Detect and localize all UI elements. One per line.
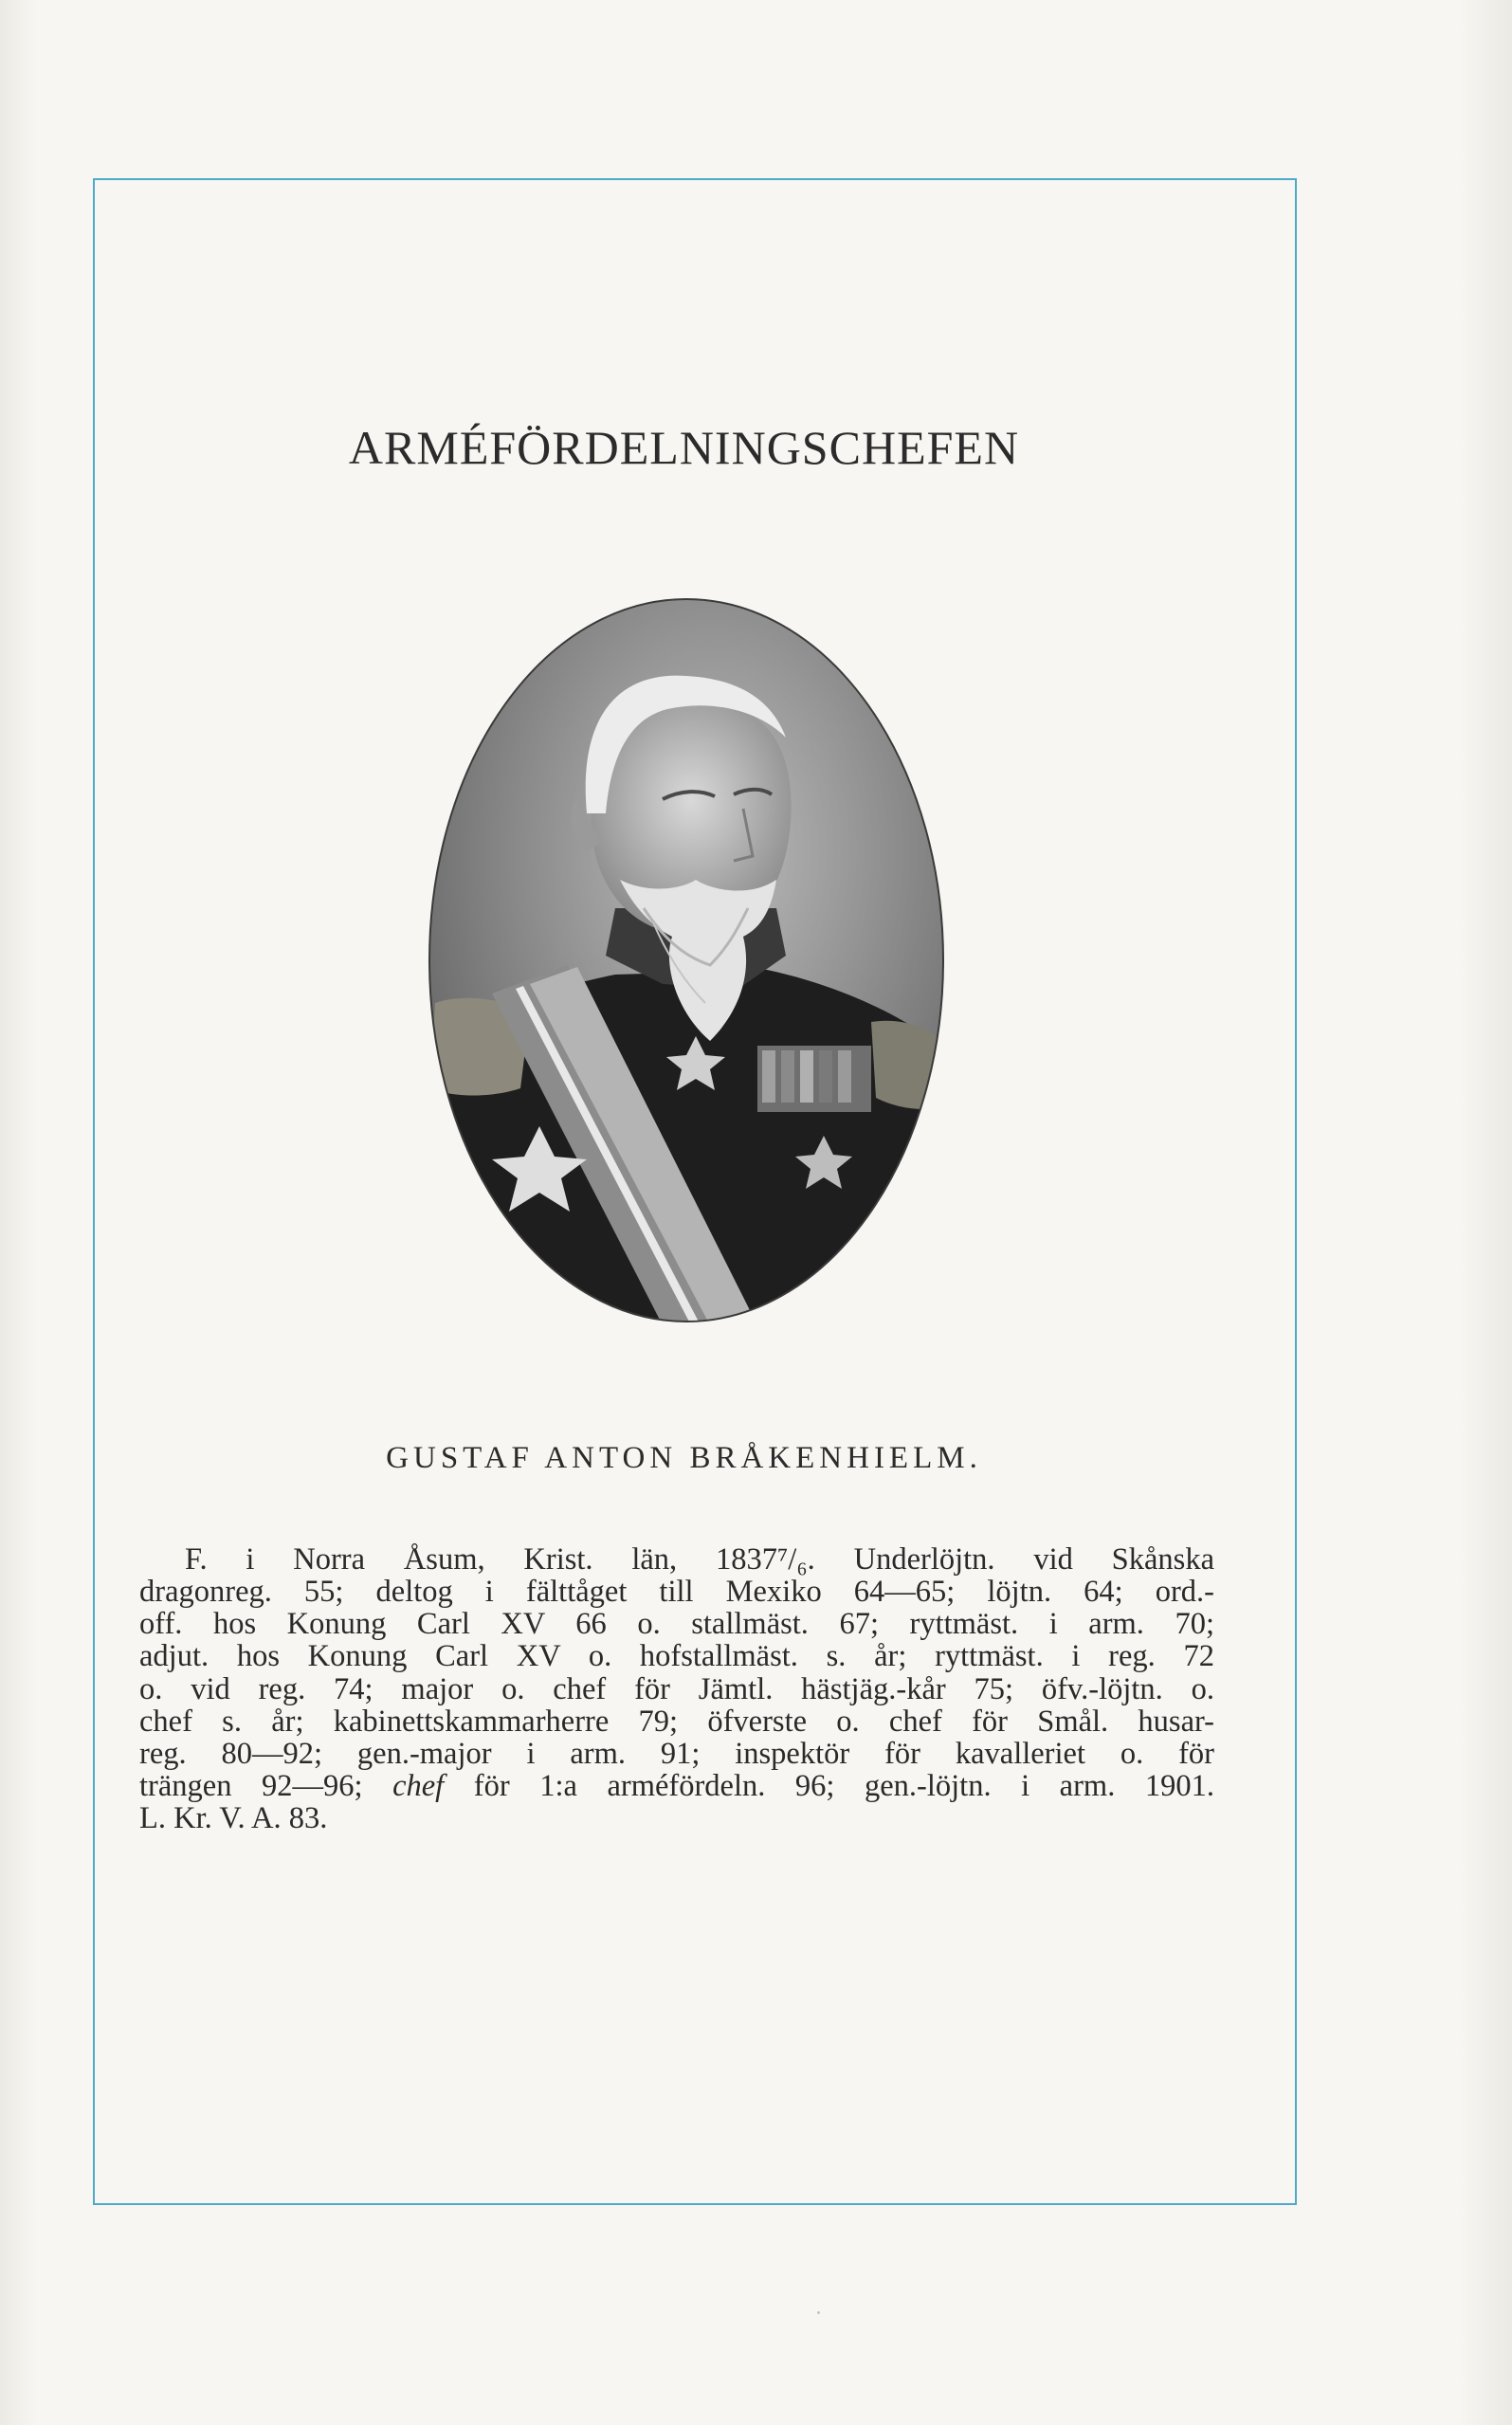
biography-line [139, 1770, 1214, 1802]
biography-line: dragonreg. 55; deltog i fälttåget till Mexiko 64—65; löjtn. 64; ord.- [139, 1575, 1214, 1610]
biography-line: reg. 80—92; gen.-major i arm. 91; inspektör för kavalleriet o. för [139, 1736, 1214, 1771]
subject-name: GUSTAF ANTON BRÅKENHIELM. [386, 1441, 982, 1475]
biography-italic-text: chef [392, 1768, 445, 1803]
biography-line: L. Kr. V. A. 83. [139, 1801, 328, 1835]
biography-line: adjut. hos Konung Carl XV o. hofstallmäst. s. år; ryttmäst. i reg. 72 [139, 1639, 1214, 1674]
biography-line: off. hos Konung Carl XV 66 o. stallmäst. 67; ryttmäst. i arm. 70; [139, 1607, 1214, 1642]
biography-line: o. vid reg. 74; major o. chef för Jämtl. hästjäg.-kår 75; öfv.-löjtn. o. [139, 1671, 1214, 1706]
paper-speck [817, 2311, 820, 2314]
oval-portrait-photograph-icon [426, 595, 947, 1325]
portrait-photo [426, 595, 947, 1325]
page-title: ARMÉFÖRDELNINGSCHEFEN [348, 421, 1020, 474]
biography-paragraph [139, 1543, 1214, 1834]
biography-text: för 1:a arméfördeln. 96; gen.-löjtn. i arm. 1901. [444, 1768, 1215, 1803]
biography-line: F. i Norra Åsum, Krist. län, 1837⁷/₆. Underlöjtn. vid Skånska [185, 1542, 1214, 1577]
biography-text: trängen 92—96; [139, 1768, 393, 1803]
biography-line: chef s. år; kabinettskammarherre 79; öfverste o. chef för Smål. husar- [139, 1704, 1214, 1739]
